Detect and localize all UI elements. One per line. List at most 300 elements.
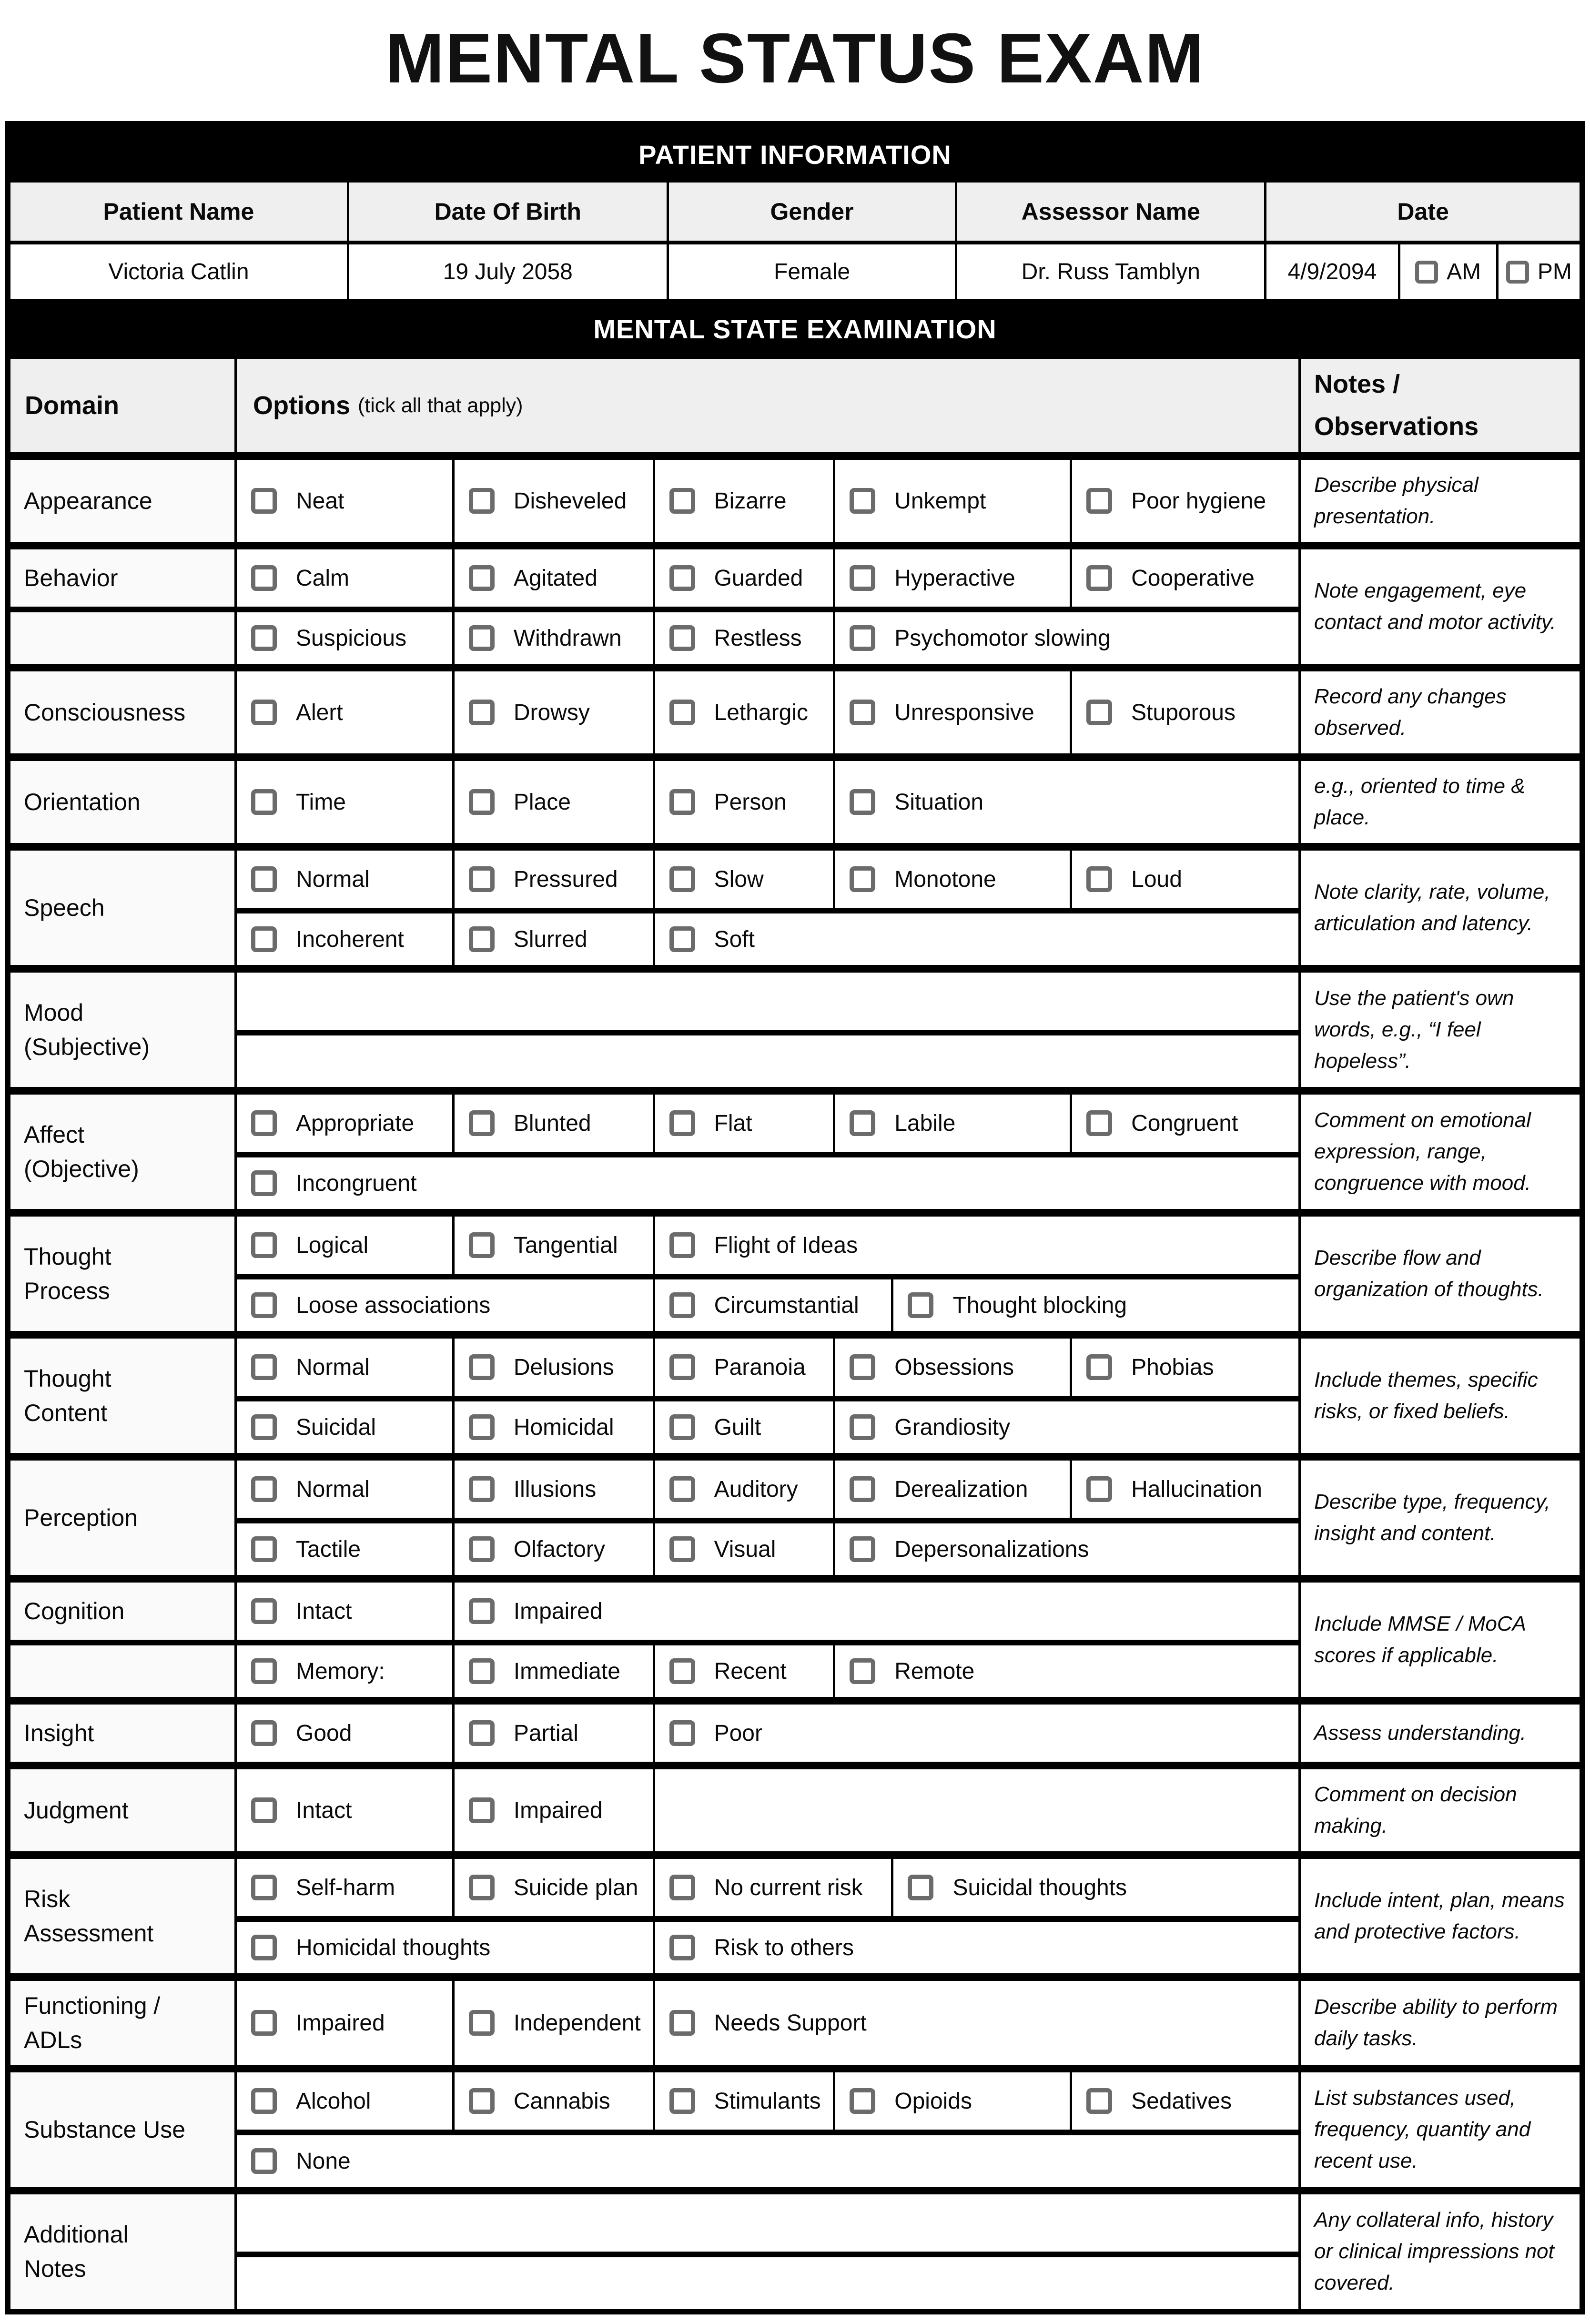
checkbox-appearance-unkempt[interactable] xyxy=(850,488,875,514)
checkbox-perception-olfactory[interactable] xyxy=(469,1536,495,1562)
option-unresponsive xyxy=(835,671,1072,753)
option-independent xyxy=(455,1981,655,2065)
checkbox-appearance-neat[interactable] xyxy=(251,488,277,514)
option-poor-hygiene xyxy=(1072,460,1298,542)
row-functioning-adls xyxy=(10,1973,1580,2065)
option-logical xyxy=(237,1217,455,1274)
checkbox-substance-cannabis[interactable] xyxy=(469,2088,495,2114)
option-flat xyxy=(655,1095,836,1152)
patient-info-header-row xyxy=(10,183,1580,241)
option-alert xyxy=(237,671,455,753)
notes-orientation: e.g., oriented to time & place. xyxy=(1298,761,1580,843)
option-label: Alert xyxy=(296,700,343,725)
checkbox-cognition-impaired[interactable] xyxy=(469,1598,495,1624)
option-label: Homicidal thoughts xyxy=(296,1935,491,1960)
options-column-header xyxy=(237,359,1298,452)
option-impaired xyxy=(455,1583,1298,1640)
notes-behavior: Note engagement, eye contact and motor activity. xyxy=(1298,549,1580,664)
option-label: Delusions xyxy=(513,1354,614,1380)
date-value[interactable]: 4/9/2094 xyxy=(1266,244,1400,299)
domain-label: Mood xyxy=(24,999,84,1026)
checkbox-speech-pressured[interactable] xyxy=(469,866,495,892)
checkbox-perception-auditory[interactable] xyxy=(669,1476,695,1502)
notes-thought-content: Include themes, specific risks, or fixed beliefs. xyxy=(1298,1339,1580,1453)
checkbox-affect-flat[interactable] xyxy=(669,1110,695,1136)
row-perception xyxy=(10,1453,1580,1575)
option-label: Loose associations xyxy=(296,1292,491,1318)
option-sedatives xyxy=(1072,2072,1298,2130)
option-label: Auditory xyxy=(714,1476,798,1502)
domain-risk-assessment xyxy=(10,1859,237,1973)
option-label: Memory: xyxy=(296,1658,385,1684)
row-affect xyxy=(10,1087,1580,1209)
domain-behavior-empty xyxy=(10,607,237,664)
option-psychomotor-slowing xyxy=(835,612,1298,664)
notes-mood: Use the patient's own words, e.g., “I feel hopeless”. xyxy=(1298,973,1580,1087)
checkbox-cognition-remote[interactable] xyxy=(850,1658,875,1684)
option-label: Self-harm xyxy=(296,1875,395,1900)
option-label: Normal xyxy=(296,866,370,892)
option-cannabis xyxy=(455,2072,655,2130)
domain-label: Thought xyxy=(24,1365,111,1392)
checkbox-affect-appropriate[interactable] xyxy=(251,1110,277,1136)
checkbox-perception-tactile[interactable] xyxy=(251,1536,277,1562)
option-illusions xyxy=(455,1461,655,1518)
checkbox-consciousness-drowsy[interactable] xyxy=(469,700,495,725)
notes-risk-assessment: Include intent, plan, means and protective factors. xyxy=(1298,1859,1580,1973)
checkbox-perception-normal[interactable] xyxy=(251,1476,277,1502)
domain-behavior xyxy=(10,549,237,607)
option-calm xyxy=(237,549,455,607)
patient-info-value-row xyxy=(10,241,1580,299)
checkbox-perception-visual[interactable] xyxy=(669,1536,695,1562)
checkbox-speech-slow[interactable] xyxy=(669,866,695,892)
option-label: Needs Support xyxy=(714,2010,867,2036)
date-header: Date xyxy=(1397,198,1449,225)
checkbox-cognition-immediate[interactable] xyxy=(469,1658,495,1684)
option-tactile xyxy=(237,1523,455,1575)
row-orientation xyxy=(10,753,1580,843)
checkbox-functioning-needs-support[interactable] xyxy=(669,2010,695,2036)
checkbox-behavior-psychomotor-slowing[interactable] xyxy=(850,625,875,651)
checkbox-tp-logical[interactable] xyxy=(251,1232,277,1258)
option-none xyxy=(237,2135,1298,2187)
option-label: None xyxy=(296,2148,351,2174)
options-judgment xyxy=(237,1769,1298,1851)
checkbox-tp-circumstantial[interactable] xyxy=(669,1292,695,1318)
option-label: Unresponsive xyxy=(894,700,1034,725)
checkbox-perception-derealization[interactable] xyxy=(850,1476,875,1502)
checkbox-orientation-time[interactable] xyxy=(251,789,277,815)
option-slow xyxy=(655,851,836,908)
checkbox-speech-normal[interactable] xyxy=(251,866,277,892)
option-withdrawn xyxy=(455,612,655,664)
assessor-name-value[interactable]: Dr. Russ Tamblyn xyxy=(957,244,1266,299)
option-label: Suicidal thoughts xyxy=(952,1875,1127,1900)
options-affect xyxy=(237,1095,1298,1209)
checkbox-tc-obsessions[interactable] xyxy=(850,1354,875,1380)
options-thought-process xyxy=(237,1217,1298,1331)
checkbox-risk-risk-to-others[interactable] xyxy=(669,1935,695,1960)
checkbox-tp-flight-of-ideas[interactable] xyxy=(669,1232,695,1258)
option-label: Normal xyxy=(296,1476,370,1502)
options-perception xyxy=(237,1461,1298,1575)
row-mood xyxy=(10,965,1580,1087)
checkbox-tc-normal[interactable] xyxy=(251,1354,277,1380)
checkbox-tc-homicidal[interactable] xyxy=(469,1414,495,1440)
option-hyperactive xyxy=(835,549,1072,607)
checkbox-behavior-calm[interactable] xyxy=(251,565,277,591)
checkbox-orientation-situation[interactable] xyxy=(850,789,875,815)
checkbox-cognition-recent[interactable] xyxy=(669,1658,695,1684)
checkbox-tc-paranoia[interactable] xyxy=(669,1354,695,1380)
checkbox-consciousness-alert[interactable] xyxy=(251,700,277,725)
option-label: Homicidal xyxy=(513,1414,614,1440)
domain-functioning-adls xyxy=(10,1981,237,2065)
checkbox-tc-suicidal[interactable] xyxy=(251,1414,277,1440)
option-loose-associations xyxy=(237,1279,655,1331)
option-label: Impaired xyxy=(296,2010,385,2036)
domain-column-header: Domain xyxy=(10,359,237,452)
checkbox-insight-good[interactable] xyxy=(251,1720,277,1746)
checkbox-judgment-intact[interactable] xyxy=(251,1797,277,1823)
checkbox-behavior-suspicious[interactable] xyxy=(251,625,277,651)
checkbox-risk-no-current-risk[interactable] xyxy=(669,1875,695,1900)
domain-substance-use xyxy=(10,2072,237,2187)
gender-header: Gender xyxy=(669,183,958,241)
domain-appearance xyxy=(10,460,237,542)
mse-table-header xyxy=(10,359,1580,452)
option-label: Intact xyxy=(296,1598,352,1624)
domain-label: Speech xyxy=(24,894,105,921)
option-label: Normal xyxy=(296,1354,370,1380)
checkbox-am[interactable] xyxy=(1415,261,1438,284)
option-label: Olfactory xyxy=(513,1536,605,1562)
option-label: Lethargic xyxy=(714,700,809,725)
option-suicidal-thoughts xyxy=(893,1859,1298,1916)
option-label: Agitated xyxy=(513,565,598,591)
mental-status-exam-form xyxy=(5,121,1585,2314)
option-suicidal xyxy=(237,1401,455,1453)
option-needs-support xyxy=(655,1981,1298,2065)
checkbox-speech-incoherent[interactable] xyxy=(251,926,277,952)
option-no-current-risk xyxy=(655,1859,894,1916)
checkbox-consciousness-stuporous[interactable] xyxy=(1086,700,1112,725)
option-label: Flat xyxy=(714,1110,752,1136)
checkbox-orientation-person[interactable] xyxy=(669,789,695,815)
checkbox-consciousness-lethargic[interactable] xyxy=(669,700,695,725)
row-substance-use xyxy=(10,2065,1580,2187)
domain-label: Thought xyxy=(24,1243,111,1270)
option-depersonalizations xyxy=(835,1523,1298,1575)
option-guilt xyxy=(655,1401,836,1453)
mood-input-line-2[interactable] xyxy=(237,1035,1298,1087)
option-label: Stimulants xyxy=(714,2088,821,2114)
option-opioids xyxy=(835,2072,1072,2130)
option-memory xyxy=(237,1645,455,1697)
option-label: Sedatives xyxy=(1131,2088,1232,2114)
notes-column-header xyxy=(1298,359,1580,452)
domain-label: Notes xyxy=(24,2255,86,2282)
option-label: Recent xyxy=(714,1658,787,1684)
domain-thought-content xyxy=(10,1339,237,1453)
option-place xyxy=(455,761,655,843)
checkbox-tc-delusions[interactable] xyxy=(469,1354,495,1380)
checkbox-substance-stimulants[interactable] xyxy=(669,2088,695,2114)
option-label: Grandiosity xyxy=(894,1414,1011,1440)
option-label: Slow xyxy=(714,866,764,892)
options-thought-content xyxy=(237,1339,1298,1453)
option-label: Obsessions xyxy=(894,1354,1014,1380)
gender-value[interactable]: Female xyxy=(669,244,958,299)
checkbox-insight-poor[interactable] xyxy=(669,1720,695,1746)
notes-affect: Comment on emotional expression, range, congruence with mood. xyxy=(1298,1095,1580,1209)
checkbox-affect-congruent[interactable] xyxy=(1086,1110,1112,1136)
domain-label: Functioning / xyxy=(24,1992,161,2019)
am-label: AM xyxy=(1447,259,1481,284)
checkbox-substance-opioids[interactable] xyxy=(850,2088,875,2114)
option-label: Cooperative xyxy=(1131,565,1255,591)
checkbox-substance-alcohol[interactable] xyxy=(251,2088,277,2114)
checkbox-tc-grandiosity[interactable] xyxy=(850,1414,875,1440)
option-label: Opioids xyxy=(894,2088,972,2114)
option-homicidal-thoughts xyxy=(237,1922,655,1973)
am-option xyxy=(1400,244,1499,299)
option-delusions xyxy=(455,1339,655,1396)
checkbox-substance-none[interactable] xyxy=(251,2148,277,2174)
patient-information-section-header: PATIENT INFORMATION xyxy=(10,127,1580,183)
domain-label: Cognition xyxy=(24,1597,125,1624)
checkbox-risk-suicidal-thoughts[interactable] xyxy=(908,1875,933,1900)
options-speech xyxy=(237,851,1298,965)
option-label: Calm xyxy=(296,565,350,591)
option-label: Suspicious xyxy=(296,625,407,651)
domain-additional-notes xyxy=(10,2194,237,2309)
checkbox-substance-sedatives[interactable] xyxy=(1086,2088,1112,2114)
checkbox-tp-loose-associations[interactable] xyxy=(251,1292,277,1318)
option-label: Restless xyxy=(714,625,802,651)
notes-substance-use: List substances used, frequency, quantity and recent use. xyxy=(1298,2072,1580,2187)
domain-label: Consciousness xyxy=(24,699,186,726)
option-auditory xyxy=(655,1461,836,1518)
checkbox-cognition-intact[interactable] xyxy=(251,1598,277,1624)
row-speech xyxy=(10,843,1580,965)
domain-affect xyxy=(10,1095,237,1209)
checkbox-appearance-bizarre[interactable] xyxy=(669,488,695,514)
option-appropriate xyxy=(237,1095,455,1152)
checkbox-affect-labile[interactable] xyxy=(850,1110,875,1136)
domain-label: Orientation xyxy=(24,788,141,815)
notes-speech: Note clarity, rate, volume, articulation and latency. xyxy=(1298,851,1580,965)
option-label: Visual xyxy=(714,1536,776,1562)
option-label: Incongruent xyxy=(296,1170,417,1196)
checkbox-functioning-independent[interactable] xyxy=(469,2010,495,2036)
checkbox-tp-thought-blocking[interactable] xyxy=(908,1292,933,1318)
options-orientation xyxy=(237,761,1298,843)
option-label: Paranoia xyxy=(714,1354,806,1380)
option-bizarre xyxy=(655,460,836,542)
checkbox-behavior-withdrawn[interactable] xyxy=(469,625,495,651)
option-olfactory xyxy=(455,1523,655,1575)
checkbox-judgment-impaired[interactable] xyxy=(469,1797,495,1823)
option-label: Loud xyxy=(1131,866,1182,892)
option-suicide-plan xyxy=(455,1859,655,1916)
checkbox-cognition-memory[interactable] xyxy=(251,1658,277,1684)
checkbox-speech-soft[interactable] xyxy=(669,926,695,952)
checkbox-appearance-poor-hygiene[interactable] xyxy=(1086,488,1112,514)
domain-label: Content xyxy=(24,1400,108,1426)
option-grandiosity xyxy=(835,1401,1298,1453)
additional-notes-input-line-1[interactable] xyxy=(237,2194,1298,2252)
option-thought-blocking xyxy=(893,1279,1298,1331)
option-immediate xyxy=(455,1645,655,1697)
option-disheveled xyxy=(455,460,655,542)
checkbox-risk-suicide-plan[interactable] xyxy=(469,1875,495,1900)
notes-perception: Describe type, frequency, insight and content. xyxy=(1298,1461,1580,1575)
option-label: Withdrawn xyxy=(513,625,622,651)
option-label: Suicidal xyxy=(296,1414,376,1440)
option-normal xyxy=(237,1339,455,1396)
date-of-birth-header: Date Of Birth xyxy=(349,183,669,241)
option-label: Appropriate xyxy=(296,1110,415,1136)
option-label: Pressured xyxy=(513,866,618,892)
option-label: Soft xyxy=(714,926,755,952)
domain-label: Substance Use xyxy=(24,2116,186,2143)
option-self-harm xyxy=(237,1859,455,1916)
checkbox-functioning-impaired[interactable] xyxy=(251,2010,277,2036)
option-alcohol xyxy=(237,2072,455,2130)
checkbox-risk-homicidal-thoughts[interactable] xyxy=(251,1935,277,1960)
checkbox-behavior-guarded[interactable] xyxy=(669,565,695,591)
row-risk-assessment xyxy=(10,1851,1580,1973)
option-label: Tactile xyxy=(296,1536,361,1562)
row-appearance xyxy=(10,452,1580,542)
domain-label: Appearance xyxy=(24,487,152,514)
domain-label: ADLs xyxy=(24,2027,82,2053)
options-additional-notes xyxy=(237,2194,1298,2309)
option-congruent xyxy=(1072,1095,1298,1152)
option-label: Guarded xyxy=(714,565,803,591)
judgment-empty-cell xyxy=(655,1769,1298,1851)
checkbox-appearance-disheveled[interactable] xyxy=(469,488,495,514)
option-paranoia xyxy=(655,1339,836,1396)
option-label: Cannabis xyxy=(513,2088,610,2114)
domain-consciousness xyxy=(10,671,237,753)
options-header-hint: (tick all that apply) xyxy=(357,394,523,417)
option-label: Unkempt xyxy=(894,488,986,514)
checkbox-consciousness-unresponsive[interactable] xyxy=(850,700,875,725)
option-label: Intact xyxy=(296,1797,352,1823)
option-label: Stuporous xyxy=(1131,700,1236,725)
option-stimulants xyxy=(655,2072,836,2130)
option-label: Time xyxy=(296,789,346,815)
page-title: MENTAL STATUS EXAM xyxy=(385,19,1205,98)
checkbox-tc-phobias[interactable] xyxy=(1086,1354,1112,1380)
option-circumstantial xyxy=(655,1279,894,1331)
option-homicidal xyxy=(455,1401,655,1453)
option-label: Psychomotor slowing xyxy=(894,625,1111,651)
option-time xyxy=(237,761,455,843)
domain-label: Risk xyxy=(24,1885,71,1912)
mood-input-line-1[interactable] xyxy=(237,973,1298,1030)
options-mood xyxy=(237,973,1298,1087)
option-pressured xyxy=(455,851,655,908)
option-obsessions xyxy=(835,1339,1072,1396)
option-label: Monotone xyxy=(894,866,996,892)
domain-cognition xyxy=(10,1583,237,1640)
option-label: Disheveled xyxy=(513,488,627,514)
domain-speech xyxy=(10,851,237,965)
patient-name-value[interactable]: Victoria Catlin xyxy=(10,244,349,299)
option-labile xyxy=(835,1095,1072,1152)
checkbox-affect-blunted[interactable] xyxy=(469,1110,495,1136)
option-tangential xyxy=(455,1217,655,1274)
checkbox-perception-illusions[interactable] xyxy=(469,1476,495,1502)
checkbox-pm[interactable] xyxy=(1506,261,1529,284)
options-risk-assessment xyxy=(237,1859,1298,1973)
checkbox-behavior-cooperative[interactable] xyxy=(1086,565,1112,591)
options-appearance xyxy=(237,460,1298,542)
domain-label: Assessment xyxy=(24,1920,154,1947)
option-restless xyxy=(655,612,836,664)
option-loud xyxy=(1072,851,1298,908)
option-label: Good xyxy=(296,1720,352,1746)
checkbox-behavior-restless[interactable] xyxy=(669,625,695,651)
option-label: Circumstantial xyxy=(714,1292,859,1318)
option-incoherent xyxy=(237,913,455,965)
checkbox-orientation-place[interactable] xyxy=(469,789,495,815)
option-unkempt xyxy=(835,460,1072,542)
checkbox-speech-slurred[interactable] xyxy=(469,926,495,952)
notes-consciousness: Record any changes observed. xyxy=(1298,671,1580,753)
option-guarded xyxy=(655,549,836,607)
date-of-birth-value[interactable]: 19 July 2058 xyxy=(349,244,669,299)
additional-notes-input-line-2[interactable] xyxy=(237,2257,1298,2309)
option-suspicious xyxy=(237,612,455,664)
row-behavior xyxy=(10,542,1580,664)
checkbox-speech-monotone[interactable] xyxy=(850,866,875,892)
checkbox-insight-partial[interactable] xyxy=(469,1720,495,1746)
checkbox-speech-loud[interactable] xyxy=(1086,866,1112,892)
checkbox-behavior-agitated[interactable] xyxy=(469,565,495,591)
checkbox-perception-hallucination[interactable] xyxy=(1086,1476,1112,1502)
checkbox-affect-incongruent[interactable] xyxy=(251,1170,277,1196)
checkbox-perception-depersonalizations[interactable] xyxy=(850,1536,875,1562)
option-person xyxy=(655,761,836,843)
checkbox-tc-guilt[interactable] xyxy=(669,1414,695,1440)
option-stuporous xyxy=(1072,671,1298,753)
checkbox-tp-tangential[interactable] xyxy=(469,1232,495,1258)
checkbox-risk-self-harm[interactable] xyxy=(251,1875,277,1900)
option-impaired xyxy=(237,1981,455,2065)
option-label: Impaired xyxy=(513,1598,603,1624)
row-consciousness xyxy=(10,664,1580,753)
notes-cognition: Include MMSE / MoCA scores if applicable. xyxy=(1298,1583,1580,1697)
option-label: Situation xyxy=(894,789,984,815)
option-derealization xyxy=(835,1461,1072,1518)
checkbox-behavior-hyperactive[interactable] xyxy=(850,565,875,591)
domain-mood xyxy=(10,973,237,1087)
option-label: Remote xyxy=(894,1658,975,1684)
option-label: Immediate xyxy=(513,1658,620,1684)
option-label: Place xyxy=(513,789,571,815)
option-monotone xyxy=(835,851,1072,908)
mental-state-examination-section-header: MENTAL STATE EXAMINATION xyxy=(10,299,1580,359)
option-intact xyxy=(237,1769,455,1851)
domain-label: Perception xyxy=(24,1504,138,1531)
option-cooperative xyxy=(1072,549,1298,607)
options-substance-use xyxy=(237,2072,1298,2187)
